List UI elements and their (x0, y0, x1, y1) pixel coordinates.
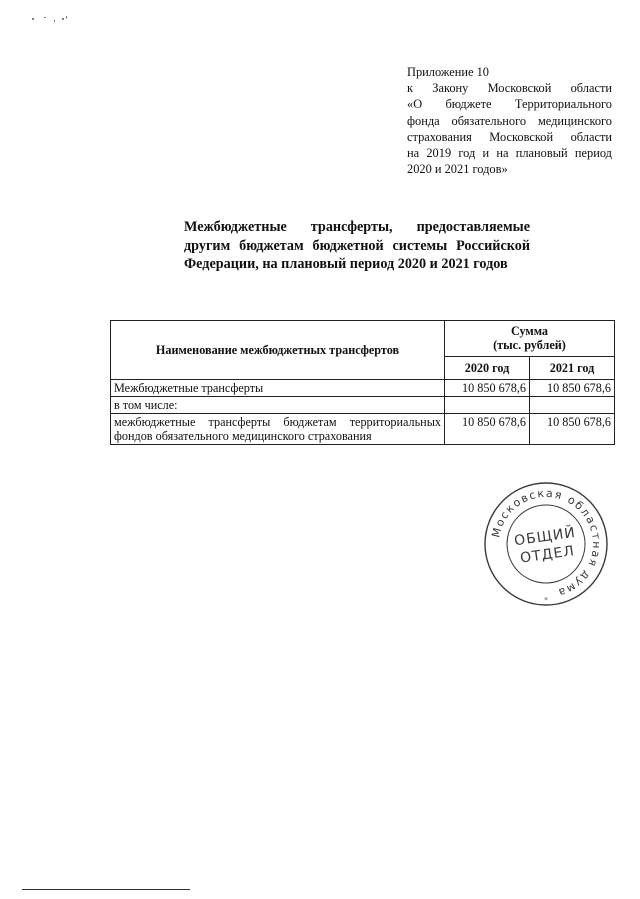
document-title (184, 218, 530, 274)
transfers-table (110, 320, 615, 445)
appendix-line: 2020 и 2021 годов» (407, 162, 508, 177)
header-sum-line: (тыс. рублей) (493, 338, 566, 353)
header-name: Наименование межбюджетных трансфертов (111, 321, 445, 380)
appendix-line: фонда обязательного медицинского (407, 113, 612, 128)
stamp-star: * (544, 596, 548, 604)
row-value-2021: 10 850 678,6 (530, 380, 615, 397)
row-value-2020: 10 850 678,6 (445, 414, 530, 445)
header-year-2020: 2020 год (445, 356, 530, 379)
title-line: Федерации, на плановый период 2020 и 2021 годов (184, 256, 508, 272)
bottom-rule (22, 889, 190, 890)
appendix-line: страхования Московской области (407, 129, 612, 144)
scan-specks (30, 14, 90, 34)
appendix-header (407, 64, 612, 177)
stamp-center-line: ОТДЕЛ (519, 543, 576, 567)
appendix-line: Приложение 10 (407, 65, 489, 79)
table-row (111, 380, 615, 397)
row-value-2020 (445, 397, 530, 414)
row-name: в том числе: (111, 397, 445, 414)
row-name: Межбюджетные трансферты (111, 380, 445, 397)
stamp-ring-text: Московская областная дума (489, 486, 604, 600)
stamp-center-line: ОБЩИЙ (513, 524, 577, 550)
row-name: межбюджетные трансферты бюджетам территориальных фондов обязательного медицинского страхования (111, 414, 445, 445)
appendix-line: к Закону Московской области (407, 81, 612, 96)
stamp-seal (482, 480, 610, 608)
table-header-row (111, 321, 615, 357)
appendix-line: на 2019 год и на плановый период (407, 146, 612, 161)
appendix-line: «О бюджете Территориального (407, 97, 612, 112)
row-value-2020: 10 850 678,6 (445, 380, 530, 397)
header-year-2021: 2021 год (530, 356, 615, 379)
row-value-2021: 10 850 678,6 (530, 414, 615, 445)
title-line: другим бюджетам бюджетной системы Российской (184, 237, 530, 254)
title-line: Межбюджетные трансферты, предоставляемые (184, 219, 530, 235)
header-sum-line: Сумма (510, 324, 549, 339)
table-row (111, 397, 615, 414)
table-row (111, 414, 615, 445)
header-sum (445, 321, 615, 357)
row-value-2021 (530, 397, 615, 414)
